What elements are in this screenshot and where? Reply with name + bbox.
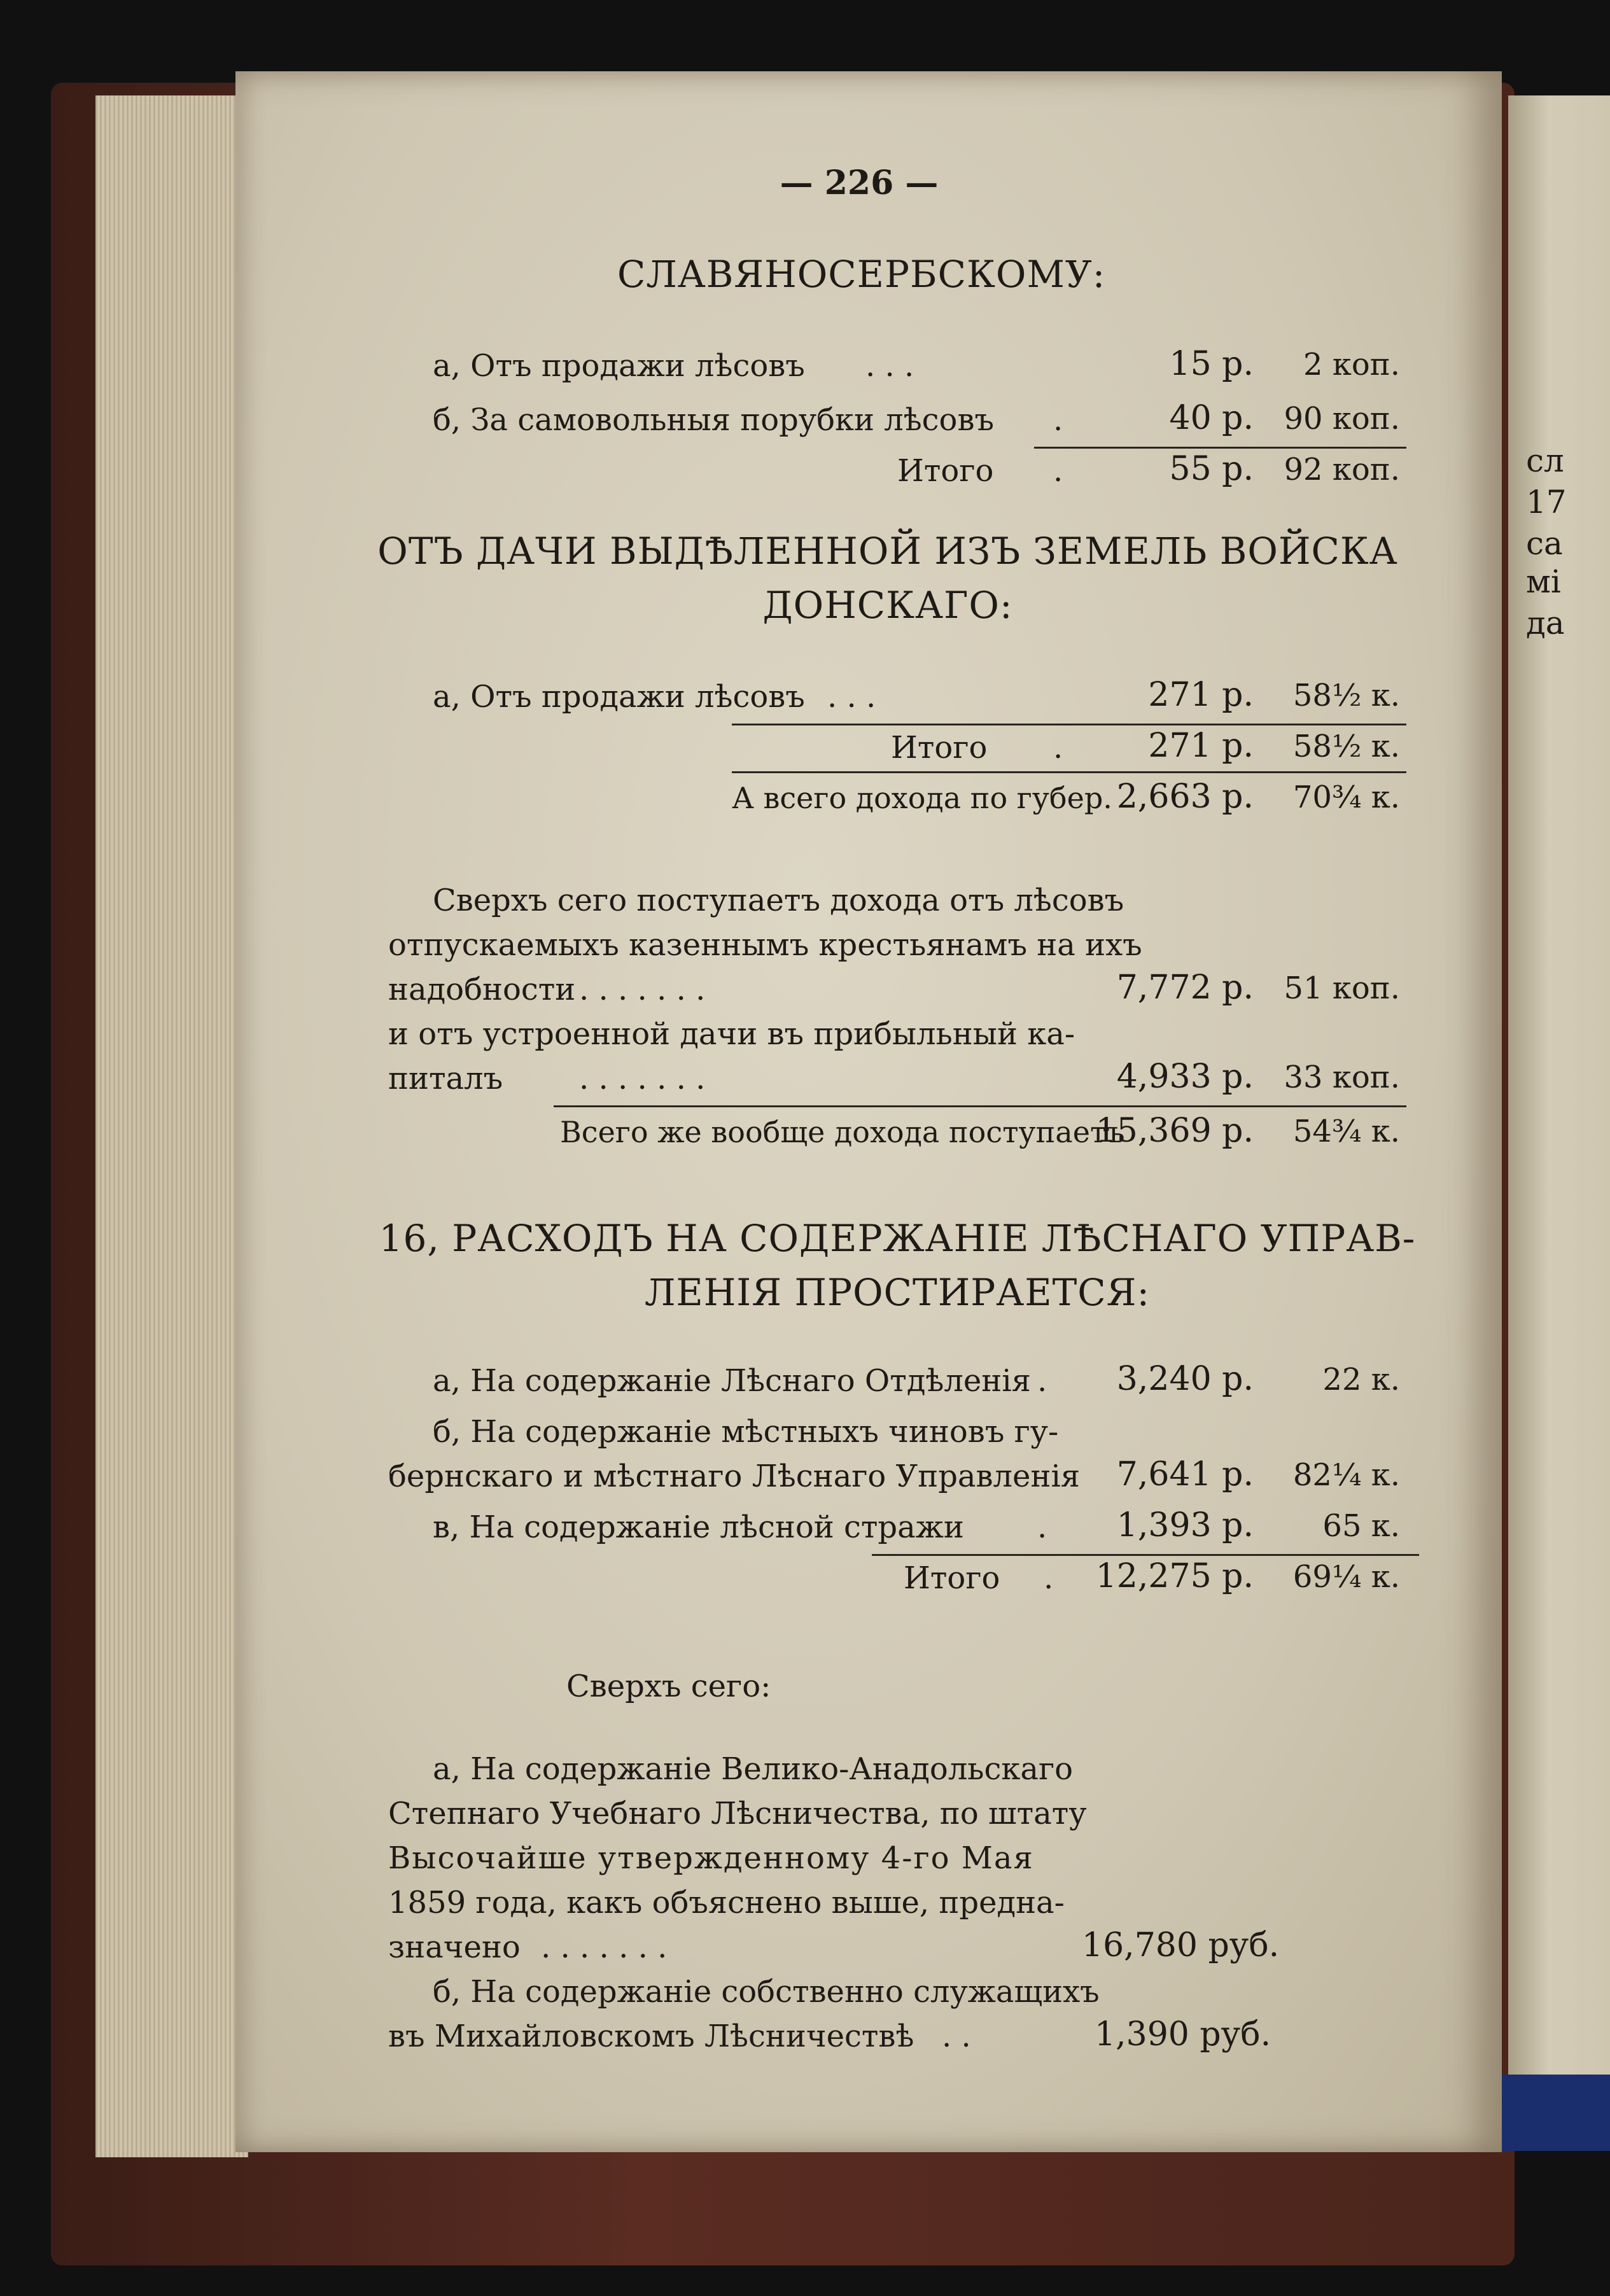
paragraph-line: Высочайше утвержденному 4-го Мая	[388, 1840, 1034, 1876]
amount-kopecks: 51 коп.	[1284, 970, 1400, 1006]
dot-leader: . . . . . . .	[541, 1929, 668, 1965]
next-page-fragment: сл	[1526, 442, 1564, 479]
grand-total-label: А всего дохода по губер.	[732, 781, 1112, 815]
dot-leader: .	[1044, 1560, 1054, 1596]
ribbon-strip	[1502, 2075, 1610, 2151]
amount-rubles: 7,641 р.	[1116, 1455, 1254, 1494]
section-title-expense: 16, РАСХОДЪ НА СОДЕРЖАНІЕ ЛѢСНАГО УПРАВ-	[379, 1217, 1416, 1260]
dot-leader: .	[1053, 402, 1063, 438]
amount-rubles: 16,780 руб.	[1082, 1926, 1280, 1964]
sum-rule	[554, 1105, 1406, 1107]
section-title-don: ОТЪ ДАЧИ ВЫДѢЛЕННОЙ ИЗЪ ЗЕМЕЛЬ ВОЙСКА	[377, 529, 1398, 573]
sum-rule	[1034, 447, 1406, 449]
overall-total-label: Всего же вообще дохода поступаетъ	[560, 1115, 1125, 1149]
sum-rule	[732, 724, 1406, 725]
dot-leader: . . . . . . .	[579, 972, 706, 1007]
row-label: а, Отъ продажи лѣсовъ	[433, 348, 805, 384]
next-page-fragment: да	[1526, 605, 1565, 641]
dot-leader: . . .	[865, 348, 914, 384]
total-label: Итого	[897, 453, 994, 489]
dot-leader: .	[1037, 1509, 1047, 1545]
paragraph-line: отпускаемыхъ казеннымъ крестьянамъ на ихъ	[388, 927, 1142, 963]
amount-rubles: 1,393 р.	[1116, 1506, 1254, 1544]
amount-kopecks: 82¼ к.	[1292, 1457, 1400, 1493]
amount-kopecks: 22 к.	[1322, 1362, 1400, 1397]
amount-rubles: 1,390 руб.	[1095, 2015, 1271, 2054]
dot-leader: .	[1053, 453, 1063, 489]
paragraph-line: 1859 года, какъ объяснено выше, предна-	[388, 1885, 1065, 1921]
amount-rubles: 4,933 р.	[1116, 1058, 1254, 1096]
next-page-edge	[1508, 95, 1610, 2145]
dot-leader: . . .	[827, 679, 876, 715]
grand-total-kopecks: 70¾ к.	[1292, 780, 1400, 815]
amount-rubles: 40 р.	[1169, 399, 1254, 437]
paragraph-line: Сверхъ сего поступаетъ дохода отъ лѣсовъ	[433, 883, 1124, 918]
amount-rubles: 7,772 р.	[1116, 969, 1254, 1007]
amount-kopecks: 65 к.	[1322, 1508, 1400, 1544]
row-label: б, За самовольныя порубки лѣсовъ	[433, 402, 994, 438]
overall-total-kopecks: 54¾ к.	[1292, 1114, 1400, 1149]
total-label: Итого	[891, 730, 988, 766]
dot-leader: . .	[942, 2019, 971, 2054]
paragraph-line: въ Михайловскомъ Лѣсничествѣ	[388, 2019, 914, 2054]
row-label: бернскаго и мѣстнаго Лѣснаго Управленія	[388, 1459, 1081, 1494]
section-title-don-line2: ДОНСКАГО:	[762, 584, 1013, 627]
page-edges	[95, 95, 248, 2157]
next-page-fragment: 17	[1526, 484, 1567, 521]
row-label: б, На содержаніе мѣстныхъ чиновъ гу-	[433, 1414, 1059, 1450]
section-title-slavyanoserbsky: СЛАВЯНОСЕРБСКОМУ:	[617, 253, 1106, 296]
book-page	[235, 71, 1502, 2152]
amount-rubles: 3,240 р.	[1116, 1360, 1254, 1398]
total-rubles: 55 р.	[1169, 450, 1254, 488]
sum-rule	[732, 771, 1406, 773]
paragraph-line: б, На содержаніе собственно служащихъ	[433, 1974, 1100, 2010]
grand-total-rubles: 2,663 р.	[1116, 778, 1254, 816]
sum-rule	[872, 1554, 1419, 1556]
row-label: а, Отъ продажи лѣсовъ	[433, 679, 805, 715]
total-rubles: 12,275 р.	[1095, 1557, 1254, 1595]
amount-kopecks: 58½ к.	[1292, 678, 1400, 713]
paragraph-line: и отъ устроенной дачи въ прибыльный ка-	[388, 1016, 1075, 1052]
next-page-fragment: мі	[1526, 563, 1561, 600]
paragraph-line: а, На содержаніе Велико-Анадольскаго	[433, 1751, 1073, 1787]
row-label: в, На содержаніе лѣсной стражи	[433, 1509, 964, 1545]
overall-total-rubles: 15,369 р.	[1095, 1112, 1254, 1150]
paragraph-line: Степнаго Учебнаго Лѣсничества, по штату	[388, 1796, 1087, 1831]
dot-leader: .	[1037, 1363, 1047, 1399]
subheading: Сверхъ сего:	[566, 1669, 771, 1704]
section-title-expense-line2: ЛЕНІЯ ПРОСТИРАЕТСЯ:	[644, 1271, 1151, 1314]
total-kopecks: 69¼ к.	[1292, 1559, 1400, 1595]
total-kopecks: 92 коп.	[1284, 452, 1400, 487]
paragraph-line: значено	[388, 1929, 521, 1965]
amount-kopecks: 2 коп.	[1303, 347, 1400, 382]
dot-leader: .	[1053, 730, 1063, 766]
amount-rubles: 271 р.	[1148, 676, 1254, 714]
total-kopecks: 58½ к.	[1292, 729, 1400, 764]
amount-rubles: 15 р.	[1169, 345, 1254, 383]
total-rubles: 271 р.	[1148, 727, 1254, 765]
page-number: — 226 —	[780, 164, 939, 202]
paragraph-line: надобности	[388, 972, 576, 1007]
total-label: Итого	[904, 1560, 1000, 1596]
amount-kopecks: 33 коп.	[1284, 1060, 1400, 1095]
amount-kopecks: 90 коп.	[1284, 401, 1400, 437]
dot-leader: . . . . . . .	[579, 1061, 706, 1096]
next-page-fragment: са	[1526, 525, 1563, 562]
paragraph-line: питалъ	[388, 1061, 503, 1096]
row-label: а, На содержаніе Лѣснаго Отдѣленія	[433, 1363, 1031, 1399]
